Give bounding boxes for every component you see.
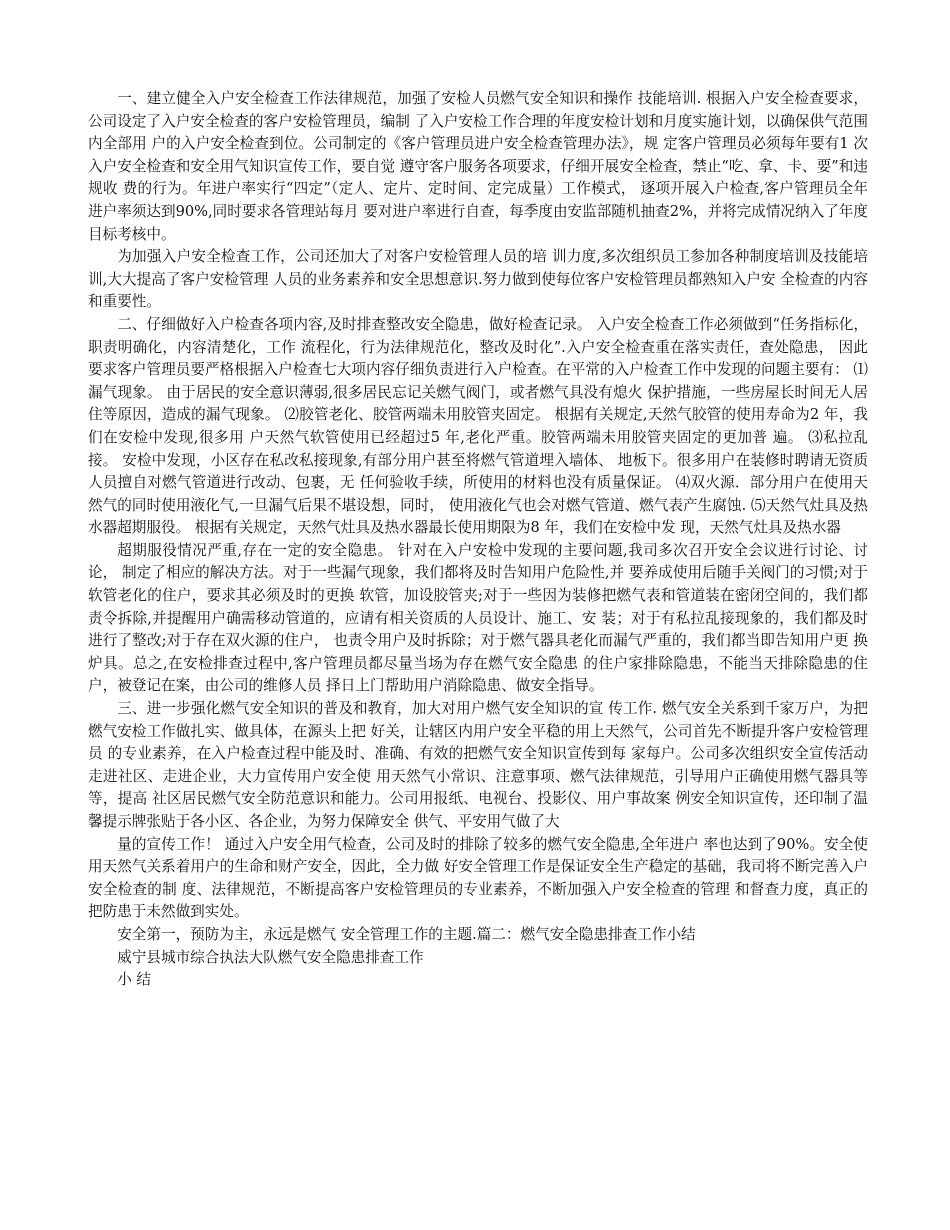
tail-line-2: 威宁县城市综合执法大队燃气安全隐患排查工作 (117, 948, 424, 966)
paragraph-5: 三、进一步强化燃气安全知识的普及和教育，加大对用户燃气安全知识的宣 传工作. 燃气安全关系到千家万户，为把燃气安检工作做扎实、做具体，在源头上把 好关，让辖区内用户安全平稳的用上天然气，公司首先不断提升客户安检管理员 的专业素养，在入户检查过程中能及时、准确、有效的把燃气安全知识宣传到每 家每户。公司多次组织安全宣传活动走进社区、走进企业，大力宣传用户安全使 用天然气小常识、注意事项、燃气法律规范，引导用户正确使用燃气器具等等，提高 社区居民燃气安全防范意识和能力。公司用报纸、电视台、投影仪、用户事故案 例安全知识宣传，还印制了温馨提示牌张贴于各小区、各企业，为努力保障安全 供气、平安用气做了大 (88, 700, 868, 830)
tail-line-3: 小 结 (117, 971, 152, 989)
paragraph-6: 量的宣传工作！ 通过入户安全用气检查，公司及时的排除了较多的燃气安全隐患,全年进户 率也达到了90%。安全使用天然气关系着用户的生命和财产安全，因此，全力做 好安全管理工作是保证安全生产稳定的基础，我司将不断完善入户安全检查的制 度、法律规范，不断提高客户安检管理员的专业素养，不断加强入户安全检查的管理 和督查力度，真正的把防患于未然做到实处。 (88, 835, 868, 921)
paragraph-2: 为加强入户安全检查工作，公司还加大了对客户安检管理人员的培 训力度,多次组织员工参加各种制度培训及技能培训,大大提高了客户安检管理 人员的业务素养和安全思想意识.努力做到使每位客户安检管理员都熟知入户安 全检查的内容和重要性。 (88, 248, 868, 311)
document-body (88, 88, 868, 992)
paragraph-3: 二、仔细做好入户检查各项内容,及时排查整改安全隐患，做好检查记录。 入户安全检查工作必须做到“任务指标化，职责明确化，内容清楚化，工作 流程化，行为法律规范化，整改及时化”.入户安全检查重在落实责任，查处隐患， 因此要求客户管理员要严格根据入户检查七大项内容仔细负责进行入户检查。在平常的入户检查工作中发现的问题主要有： ⑴漏气现象。 由于居民的安全意识薄弱,很多居民忘记关燃气阀门，或者燃气具没有熄火 保护措施，一些房屋长时间无人居住等原因，造成的漏气现象。 ⑵胶管老化、胶管两端未用胶管夹固定。 根据有关规定,天然气胶管的使用寿命为2 年，我们在安检中发现,很多用 户天然气软管使用已经超过5 年,老化严重。胶管两端未用胶管夹固定的更加普 遍。 ⑶私拉乱接。 安检中发现，小区存在私改私接现象,有部分用户甚至将燃气管道埋入墙体、 地板下。很多用户在装修时聘请无资质人员擅自对燃气管道进行改动、包裹，无 任何验收手续，所使用的材料也没有质量保证。 ⑷双火源．部分用户在使用天然气的同时使用液化气,一旦漏气后果不堪设想，同时， 使用液化气也会对燃气管道、燃气表产生腐蚀. ⑸天然气灶具及热水器超期服役。 根据有关规定，天然气灶具及热水器最长使用期限为8 年，我们在安检中发 现，天然气灶具及热水器 (88, 315, 868, 537)
paragraph-4: 超期服役情况严重,存在一定的安全隐患。 针对在入户安检中发现的主要问题,我司多次召开安全会议进行讨论、讨论， 制定了相应的解决方法。对于一些漏气现象，我们都将及时告知用户危险性,并 要养成使用后随手关阀门的习惯;对于软管老化的住户，要求其必须及时的更换 软管，加设胶管夹;对于一些因为装修把燃气表和管道装在密闭空间的，我们都 责令拆除,并提醒用户确需移动管道的，应请有相关资质的人员设计、施工、安 装；对于有私拉乱接现象的，我们都及时进行了整改;对于存在双火源的住户， 也责令用户及时拆除；对于燃气器具老化而漏气严重的，我们都当即告知用户更 换炉具。总之,在安检排查过程中,客户管理员都尽量当场为存在燃气安全隐患 的住户家排除隐患，不能当天排除隐患的住户，被登记在案，由公司的维修人员 择日上门帮助用户消除隐患、做安全指导。 (88, 541, 868, 695)
tail-line-1: 安全第一，预防为主，永远是燃气 安全管理工作的主题.篇二：燃气安全隐患排查工作小结 (117, 925, 696, 943)
paragraph-1: 一、建立健全入户安全检查工作法律规范，加强了安检人员燃气安全知识和操作 技能培训. 根据入户安全检查要求，公司设定了入户安全检查的客户安检管理员，编制 了入户安检工作合理的年度安检计划和月度实施计划，以确保供气范围内全部用 户的入户安全检查到位。公司制定的《客户管理员进户安全检查管理办法》，规 定客户管理员必须每年要有1 次入户安全检查和安全用气知识宣传工作，要自觉 遵守客户服务各项要求，仔细开展安全检查，禁止“吃、拿、卡、要”和违规收 费的行为。年进户率实行“四定”（定人、定片、定时间、定完成量）工作模式， 逐项开展入户检查,客户管理员全年进户率须达到90%,同时要求各管理站每月 要对进户率进行自查，每季度由安监部随机抽查2%，并将完成情况纳入了年度目标考核中。 (88, 90, 868, 243)
